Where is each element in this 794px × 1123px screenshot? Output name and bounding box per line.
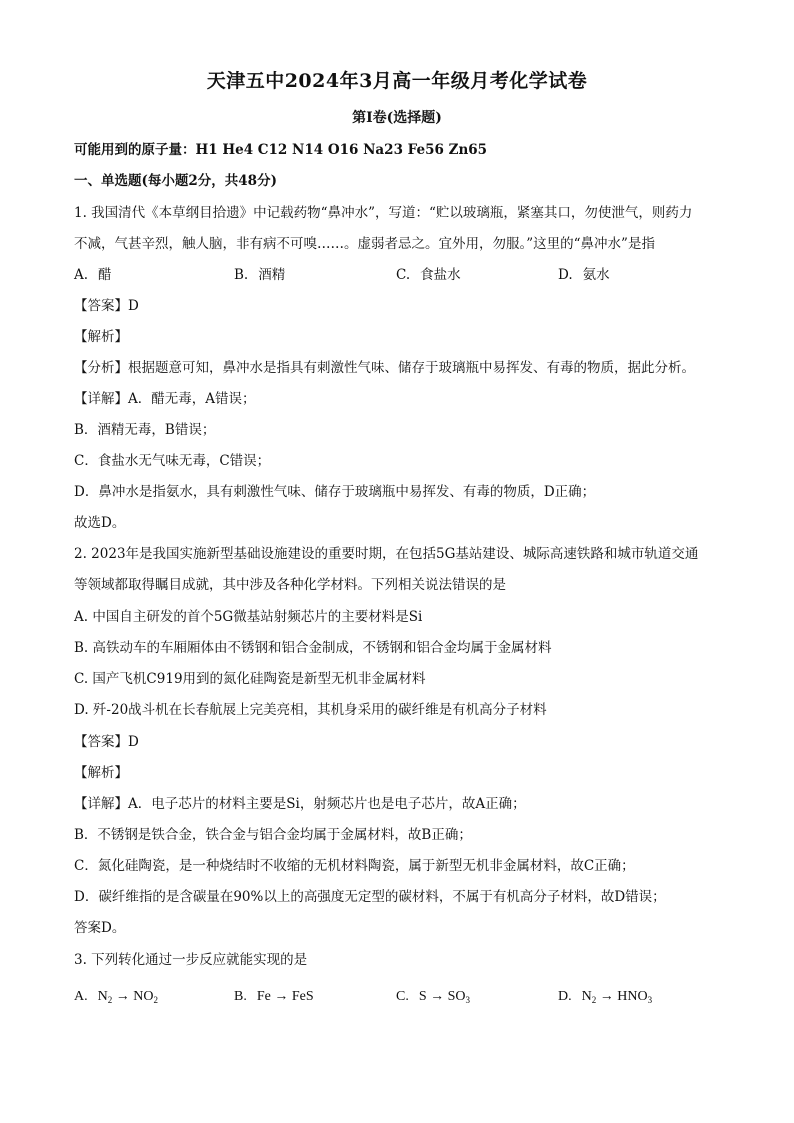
q3-option-a — [74, 988, 158, 1006]
section-heading: 一、单选题(每小题2分，共48分) — [74, 173, 277, 189]
option-label: C. — [396, 267, 411, 283]
product-subscript: 2 — [153, 995, 158, 1005]
product: HNO — [617, 989, 648, 1004]
page-title: 天津五中2024年3月高一年级月考化学试卷 — [206, 70, 588, 92]
q3-option-d — [558, 988, 652, 1006]
reactant: N — [97, 989, 108, 1004]
atomic-masses: 可能用到的原子量：H1 He4 C12 N14 O16 Na23 Fe56 Zn65 — [74, 142, 488, 158]
q2-option-c: C. 国产飞机C919用到的氮化硅陶瓷是新型无机非金属材料 — [74, 671, 426, 687]
q1-analysis-summary: 【分析】根据题意可知，鼻冲水是指具有刺激性气味、储存于玻璃瓶中易挥发、有毒的物质，据此分析。 — [74, 360, 695, 376]
q2-stem-line2: 等领域都取得瞩目成就，其中涉及各种化学材料。下列相关说法错误的是 — [74, 577, 506, 593]
q1-detail-d: D．鼻冲水是指氨水，具有刺激性气味、储存于玻璃瓶中易挥发、有毒的物质，D正确； — [74, 484, 596, 500]
q1-options — [74, 266, 724, 284]
q1-option-c — [396, 266, 461, 284]
arrow-icon: → — [599, 989, 614, 1004]
q2-detail-a: 【详解】A．电子芯片的材料主要是Si，射频芯片也是电子芯片，故A正确； — [74, 796, 526, 812]
reactant-subscript: 2 — [107, 995, 113, 1005]
option-label: D. — [558, 989, 572, 1004]
q3-option-c — [396, 988, 470, 1006]
option-label: D. — [558, 267, 573, 283]
q2-conclusion: 答案D。 — [74, 920, 126, 936]
option-label: B. — [234, 989, 247, 1004]
q2-option-a: A. 中国自主研发的首个5G微基站射频芯片的主要材料是Si — [74, 609, 423, 625]
option-label: C. — [396, 989, 409, 1004]
option-label: A. — [74, 989, 88, 1004]
q1-stem-line2: 不减，气甚辛烈，触人脑，非有病不可嗅……。虚弱者忌之。宜外用，勿服。”这里的“鼻冲水”是指 — [74, 236, 655, 252]
q2-stem-line1: 2. 2023年是我国实施新型基础设施建设的重要时期，在包括5G基站建设、城际高速铁路和城市轨道交通 — [74, 546, 699, 562]
reactant: Fe — [256, 989, 271, 1004]
product: NO — [133, 989, 154, 1004]
option-text: 醋 — [98, 267, 112, 283]
q1-stem-line1: 1. 我国清代《本草纲目拾遗》中记载药物“鼻冲水”，写道：“贮以玻璃瓶，紧塞其口，勿使泄气，则药力 — [74, 205, 693, 221]
option-label: A. — [74, 267, 89, 283]
q1-detail-a: 【详解】A．醋无毒，A错误； — [74, 391, 256, 407]
option-text: 食盐水 — [420, 267, 461, 283]
q1-analysis-heading: 【解析】 — [74, 329, 128, 345]
q2-option-b: B. 高铁动车的车厢厢体由不锈钢和铝合金制成，不锈钢和铝合金均属于金属材料 — [74, 640, 552, 656]
q1-detail-b: B．酒精无毒，B错误； — [74, 422, 216, 438]
q1-option-a — [74, 266, 112, 284]
arrow-icon: → — [115, 989, 130, 1004]
q3-stem: 3. 下列转化通过一步反应就能实现的是 — [74, 952, 308, 968]
q2-detail-c: C．氮化硅陶瓷，是一种烧结时不收缩的无机材料陶瓷，属于新型无机非金属材料，故C正确； — [74, 858, 635, 874]
q1-conclusion: 故选D。 — [74, 515, 126, 531]
q2-analysis-heading: 【解析】 — [74, 765, 128, 781]
q2-answer: 【答案】D — [74, 734, 139, 750]
page-subtitle: 第Ⅰ卷(选择题) — [352, 110, 442, 126]
q2-detail-d: D．碳纤维指的是含碳量在90%以上的高强度无定型的碳材料，不属于有机高分子材料，故D错误； — [74, 889, 666, 905]
option-text: 酒精 — [258, 267, 286, 283]
option-label: B. — [234, 267, 249, 283]
product: FeS — [291, 989, 314, 1004]
option-text: 氨水 — [582, 267, 610, 283]
q2-option-d: D. 歼-20战斗机在长春航展上完美亮相，其机身采用的碳纤维是有机高分子材料 — [74, 702, 547, 718]
arrow-icon: → — [430, 989, 445, 1004]
q2-detail-b: B．不锈钢是铁合金，铁合金与铝合金均属于金属材料，故B正确； — [74, 827, 472, 843]
q1-answer: 【答案】D — [74, 298, 139, 314]
product-subscript: 3 — [465, 995, 471, 1005]
q1-option-b — [234, 266, 285, 284]
reactant: S — [418, 989, 427, 1004]
q1-option-d — [558, 266, 610, 284]
reactant-subscript: 2 — [591, 995, 597, 1005]
product-subscript: 3 — [647, 995, 653, 1005]
q3-option-b — [234, 988, 314, 1006]
q3-options — [74, 988, 724, 1006]
arrow-icon: → — [274, 989, 289, 1004]
product: SO — [447, 989, 466, 1004]
q1-detail-c: C．食盐水无气味无毒，C错误； — [74, 453, 271, 469]
reactant: N — [581, 989, 592, 1004]
